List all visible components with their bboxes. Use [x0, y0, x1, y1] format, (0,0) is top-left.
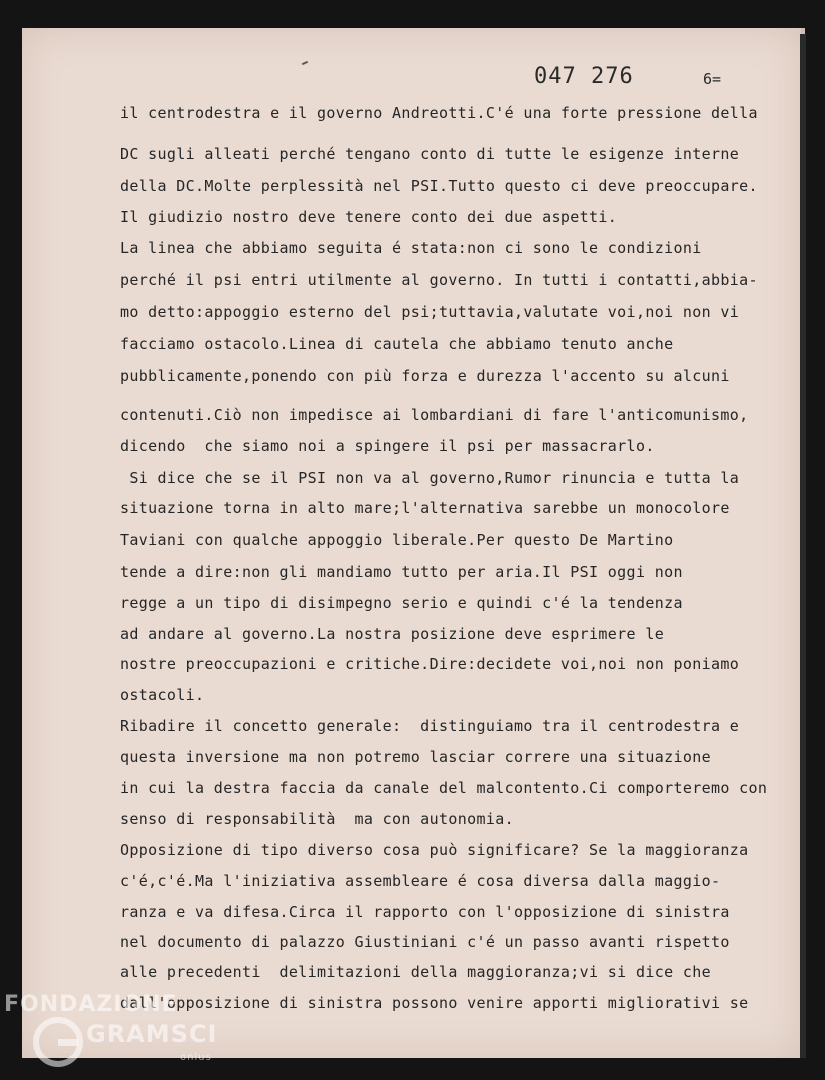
text-line: ostacoli. [120, 686, 205, 704]
document-number: 047 276 [534, 64, 634, 89]
text-line: regge a un tipo di disimpegno serio e quindi c'é la tendenza [120, 594, 683, 612]
text-line: DC sugli alleati perché tengano conto di tutte le esigenze interne [120, 145, 740, 163]
text-line: il centrodestra e il governo Andreotti.C'é una forte pressione della [120, 104, 758, 122]
text-line: facciamo ostacolo.Linea di cautela che abbiamo tenuto anche [120, 335, 674, 353]
text-line: questa inversione ma non potremo lasciar correre una situazione [120, 748, 711, 766]
text-line: mo detto:appoggio esterno del psi;tuttavia,valutate voi,noi non vi [120, 303, 740, 321]
watermark-line1: FONDAZIONE [4, 992, 178, 1017]
text-line: Opposizione di tipo diverso cosa può significare? Se la maggioranza [120, 841, 749, 859]
text-line: senso di responsabilità ma con autonomia. [120, 810, 514, 828]
page-edge [800, 34, 806, 1058]
text-line: in cui la destra faccia da canale del malcontento.Ci comporteremo con [120, 779, 768, 797]
text-line: ranza e va difesa.Circa il rapporto con l'opposizione di sinistra [120, 903, 730, 921]
text-line: della DC.Molte perplessità nel PSI.Tutto questo ci deve preoccupare. [120, 177, 758, 195]
text-line: situazione torna in alto mare;l'alternativa sarebbe un monocolore [120, 499, 730, 517]
watermark-line2: GRAMSCI [86, 1020, 218, 1048]
text-line: dicendo che siamo noi a spingere il psi per massacrarlo. [120, 437, 655, 455]
text-line: nostre preoccupazioni e critiche.Dire:decidete voi,noi non poniamo [120, 655, 740, 673]
text-line: ad andare al governo.La nostra posizione deve esprimere le [120, 625, 665, 643]
page-number: 6= [703, 70, 722, 88]
text-line: tende a dire:non gli mandiamo tutto per aria.Il PSI oggi non [120, 563, 683, 581]
text-line: alle precedenti delimitazioni della maggioranza;vi si dice che [120, 963, 711, 981]
text-line: pubblicamente,ponendo con più forza e durezza l'accento su alcuni [120, 367, 730, 385]
text-line: Il giudizio nostro deve tenere conto dei due aspetti. [120, 208, 618, 226]
text-line: dall'opposizione di sinistra possono venire apporti migliorativi se [120, 994, 749, 1012]
text-line: perché il psi entri utilmente al governo. In tutti i contatti,abbia- [120, 271, 758, 289]
text-line: contenuti.Ciò non impedisce ai lombardiani di fare l'anticomunismo, [120, 406, 749, 424]
text-line: La linea che abbiamo seguita é stata:non ci sono le condizioni [120, 239, 702, 257]
fondazione-gramsci-watermark [4, 992, 218, 1078]
watermark-logo-icon [32, 1016, 84, 1068]
watermark-line3: onlus [180, 1052, 212, 1063]
text-line: c'é,c'é.Ma l'iniziativa assembleare é cosa diversa dalla maggio- [120, 872, 721, 890]
text-line: nel documento di palazzo Giustiniani c'é un passo avanti rispetto [120, 933, 730, 951]
text-line: Taviani con qualche appoggio liberale.Per questo De Martino [120, 531, 674, 549]
text-line: Ribadire il concetto generale: distinguiamo tra il centrodestra e [120, 717, 740, 735]
text-line: Si dice che se il PSI non va al governo,Rumor rinuncia e tutta la [120, 469, 740, 487]
